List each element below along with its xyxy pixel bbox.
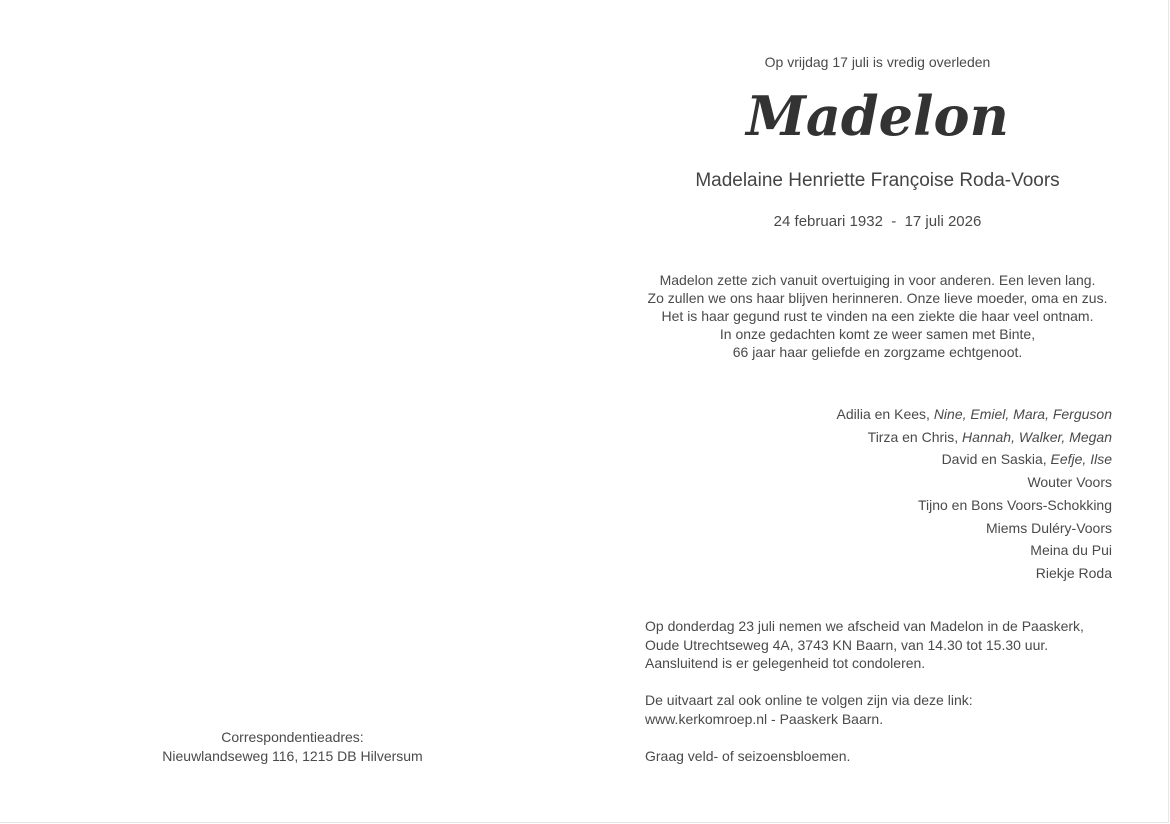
family-children: Nine, Emiel, Mara, Ferguson bbox=[933, 406, 1112, 422]
ceremony-line: Oude Utrechtseweg 4A, 3743 KN Baarn, van 14.30 tot 15.30 uur. bbox=[645, 636, 1049, 653]
bio-line: In onze gedachten komt ze weer samen met Binte, bbox=[719, 326, 1036, 342]
family-entry bbox=[837, 426, 1112, 449]
family-names: Miems Duléry-Voors bbox=[985, 519, 1112, 536]
family-names: Riekje Roda bbox=[1035, 564, 1112, 581]
family-entry bbox=[837, 517, 1112, 540]
spacer bbox=[645, 673, 1084, 692]
online-line: De uitvaart zal ook online te volgen zijn via deze link: bbox=[645, 692, 973, 708]
online-link: www.kerkomroep.nl - Paaskerk Baarn. bbox=[645, 710, 884, 727]
family-entry bbox=[837, 539, 1112, 562]
correspondence-address: Nieuwlandseweg 116, 1215 DB Hilversum bbox=[162, 747, 423, 764]
bio-line: Madelon zette zich vanuit overtuiging in voor anderen. Een leven lang. bbox=[659, 272, 1096, 288]
bio-line: 66 jaar haar geliefde en zorgzame echtgenoot. bbox=[732, 344, 1023, 360]
ceremony-line: Aansluitend is er gelegenheid tot condoleren. bbox=[645, 655, 926, 671]
family-names: Tijno en Bons Voors-Schokking bbox=[917, 496, 1112, 513]
family-children: Eefje, Ilse bbox=[1050, 451, 1112, 468]
service-details bbox=[645, 617, 1084, 765]
bio-paragraph bbox=[640, 271, 1115, 361]
correspondence-block bbox=[0, 728, 585, 765]
family-entry bbox=[837, 494, 1112, 517]
family-names: David en Saskia, bbox=[941, 451, 1051, 468]
family-children: Hannah, Walker, Megan bbox=[962, 428, 1112, 445]
family-list bbox=[837, 403, 1112, 585]
deceased-name: Madelon bbox=[746, 84, 1009, 148]
family-names: Adilia en Kees, bbox=[836, 406, 934, 422]
right-panel bbox=[585, 0, 1170, 824]
family-entry bbox=[837, 448, 1112, 471]
family-entry bbox=[837, 403, 1112, 426]
flowers-note: Graag veld- of seizoensbloemen. bbox=[645, 747, 851, 764]
intro-text: Op vrijdag 17 juli is vredig overleden bbox=[764, 54, 991, 70]
correspondence-label: Correspondentieadres: bbox=[221, 729, 364, 745]
life-dates: 24 februari 1932 - 17 juli 2026 bbox=[773, 213, 982, 230]
family-names: Wouter Voors bbox=[1027, 474, 1112, 491]
bio-line: Het is haar gegund rust te vinden na een ziekte die haar veel ontnam. bbox=[661, 308, 1094, 324]
bio-line: Zo zullen we ons haar blijven herinneren. Onze lieve moeder, oma en zus. bbox=[647, 290, 1108, 306]
spacer bbox=[645, 728, 1084, 747]
full-name: Madelaine Henriette Françoise Roda-Voors bbox=[695, 170, 1060, 191]
family-names: Tirza en Chris, bbox=[867, 428, 963, 445]
family-entry bbox=[837, 562, 1112, 585]
family-names: Meina du Pui bbox=[1030, 542, 1112, 559]
family-entry bbox=[837, 471, 1112, 494]
ceremony-line: Op donderdag 23 juli nemen we afscheid van Madelon in de Paaskerk, bbox=[645, 618, 1084, 634]
